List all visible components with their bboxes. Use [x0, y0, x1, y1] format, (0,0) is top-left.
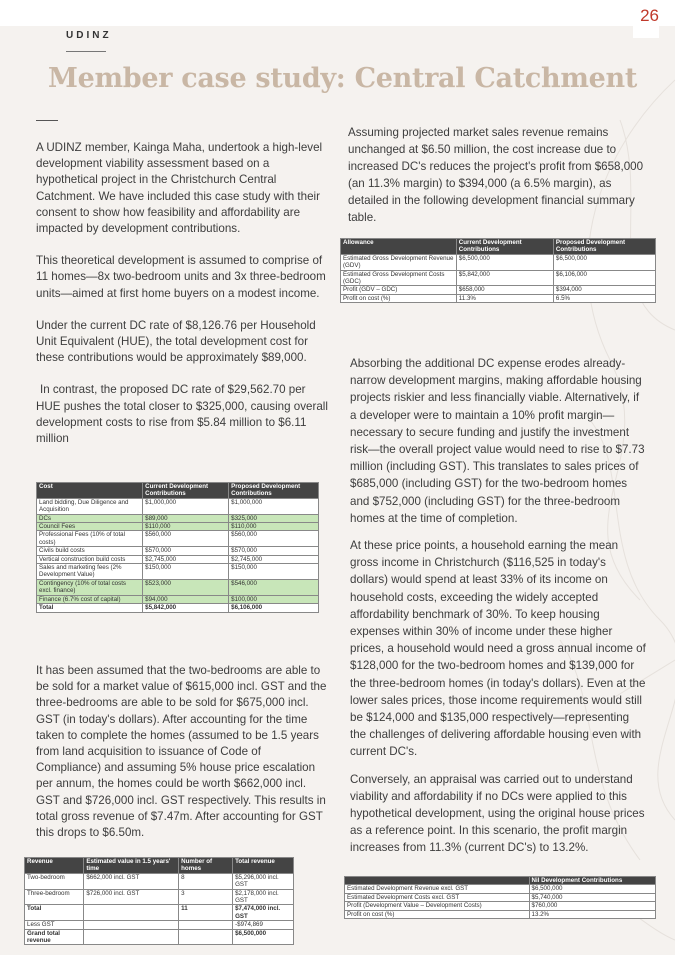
column-header: Proposed Development Contributions	[553, 239, 655, 255]
table-cell: $150,000	[143, 564, 229, 580]
column-header: Total revenue	[233, 858, 294, 874]
table-row	[37, 555, 319, 563]
paragraph: Absorbing the additional DC expense erodes already-narrow development margins, making affordable housing projects riskier and less financially viable. Alternatively, if a developer were to maintain a 10% profit margin—necessary to secure funding and justify the investment risk—the overall project value would need to rise to $7.73 million (including GST). This translates to sales prices of $685,000 (including GST) for the two-bedroom homes and $752,000 (including GST) for the three-bedroom homes at the time of completion.	[350, 357, 645, 525]
table-cell: Estimated Development Costs excl. GST	[345, 893, 530, 901]
table-cell: $5,842,000	[456, 270, 553, 286]
table-cell: Contingency (10% of total costs excl. finance)	[37, 579, 143, 595]
table-cell: $2,745,000	[143, 555, 229, 563]
table-cell: $94,000	[143, 595, 229, 603]
table-cell: $89,000	[143, 514, 229, 522]
table-cell: 11.3%	[456, 294, 553, 302]
table-cell	[179, 929, 233, 945]
table-cell: 8	[179, 873, 233, 889]
table-cell: Profit on cost (%)	[341, 294, 457, 302]
paragraph: It has been assumed that the two-bedrooms are able to be sold for a market value of $615,000 incl. GST and the three-bedrooms are able to be sold for $675,000 incl. GST (in today's dollars). After accounting for the time taken to complete the homes (assumed to be 1.5 years from land acquisition to issuance of Code of Compliance) and assuming 5% house price escalation per annum, the homes could be worth $662,000 incl. GST and $726,000 incl. GST respectively. This results in total gross revenue of $7.47m. After accounting for GST this drops to $6.50m.	[36, 664, 327, 840]
table-cell: DCs	[37, 514, 143, 522]
paragraph: In contrast, the proposed DC rate of $29,562.70 per HUE pushes the total closer to $325,000, causing overall development costs to rise from $5.84 million to $6.11 million	[36, 383, 328, 446]
table-cell: Estimated Development Revenue excl. GST	[345, 885, 530, 893]
cost-table	[36, 482, 319, 613]
table-row	[37, 564, 319, 580]
table-cell: $760,000	[529, 902, 655, 910]
table-row	[341, 286, 656, 294]
table-cell: Sales and marketing fees (2% Development Value)	[37, 564, 143, 580]
table-cell: $1,000,000	[229, 498, 319, 514]
table-cell: $662,000 incl. GST	[84, 873, 179, 889]
table-cell: $150,000	[229, 564, 319, 580]
table-cell: Two-bedroom	[25, 873, 84, 889]
table-cell: $5,740,000	[529, 893, 655, 901]
allowance-table	[340, 238, 656, 303]
table-cell: $570,000	[229, 547, 319, 555]
table-row	[25, 905, 294, 921]
table-cell: $110,000	[229, 523, 319, 531]
table-cell: Estimated Gross Development Revenue (GDV)	[341, 254, 457, 270]
left-column-bottom	[36, 663, 328, 841]
table-cell: $546,000	[229, 579, 319, 595]
right-column-top	[348, 124, 644, 226]
table-cell: Vertical construction build costs	[37, 555, 143, 563]
table-row	[25, 889, 294, 905]
column-header: Estimated value in 1.5 years' time	[84, 858, 179, 874]
table-row	[345, 885, 656, 893]
table-row	[37, 523, 319, 531]
table-cell: 3	[179, 889, 233, 905]
table-cell: $325,000	[229, 514, 319, 522]
table-row	[25, 873, 294, 889]
paragraph: This theoretical development is assumed to comprise of 11 homes—8x two-bedroom units and 3x three-bedroom units—aimed at first home buyers on a modest income.	[36, 254, 326, 300]
table-cell: Civils build costs	[37, 547, 143, 555]
table-cell: $6,106,000	[229, 604, 319, 612]
table-row	[37, 547, 319, 555]
table-cell: $394,000	[553, 286, 655, 294]
table-row	[25, 921, 294, 929]
table-cell: $560,000	[143, 531, 229, 547]
table-cell: Total	[25, 905, 84, 921]
table-row	[37, 604, 319, 612]
table-header-row	[37, 483, 319, 499]
table-row	[345, 902, 656, 910]
table-cell: $6,500,000	[529, 885, 655, 893]
table-cell: Finance (6.7% cost of capital)	[37, 595, 143, 603]
table-cell: $6,500,000	[553, 254, 655, 270]
table-cell: $110,000	[143, 523, 229, 531]
table-cell: $1,000,000	[143, 498, 229, 514]
column-header	[345, 877, 530, 885]
table-cell: Professional Fees (10% of total costs)	[37, 531, 143, 547]
column-header: Nil Development Contributions	[529, 877, 655, 885]
table-cell: -$974,869	[233, 921, 294, 929]
page-number: 26	[640, 6, 659, 25]
table-row	[345, 893, 656, 901]
table-cell: $100,000	[229, 595, 319, 603]
revenue-table	[24, 857, 294, 945]
paragraph: Under the current DC rate of $8,126.76 per Household Unit Equivalent (HUE), the total development cost for these contributions would be approximately $89,000.	[36, 318, 316, 365]
table-cell	[84, 921, 179, 929]
left-column-top	[36, 140, 328, 447]
table-cell: Grand total revenue	[25, 929, 84, 945]
table-row	[341, 294, 656, 302]
column-header: Current Development Contributions	[143, 483, 229, 499]
table-cell: $6,500,000	[233, 929, 294, 945]
paragraph: A UDINZ member, Kainga Maha, undertook a high-level development viability assessment based on a hypothetical project in the Christchurch Central Catchment. We have included this case study with their consent to show how feasibility and affordability are impacted by development contributions.	[36, 141, 323, 236]
table-row	[25, 929, 294, 945]
table-row	[37, 514, 319, 522]
table-cell: 6.5%	[553, 294, 655, 302]
table-cell: Less GST	[25, 921, 84, 929]
column-header: Cost	[37, 483, 143, 499]
column-header: Allowance	[341, 239, 457, 255]
table-cell: Land bidding, Due Diligence and Acquisition	[37, 498, 143, 514]
brand-label: UDINZ	[66, 30, 112, 41]
column-header: Number of homes	[179, 858, 233, 874]
top-band	[0, 0, 675, 26]
table-row	[37, 595, 319, 603]
page-title: Member case study: Central Catchment	[48, 63, 637, 94]
table-row	[37, 531, 319, 547]
paragraph: Conversely, an appraisal was carried out to understand viability and affordability if no DCs were applied to this hypothetical development, using the original house prices as a reference point. In this scenario, the profit margin increases from 11.3% (current DC's) to 13.2%.	[350, 772, 645, 855]
table-cell: Total	[37, 604, 143, 612]
table-cell: $570,000	[143, 547, 229, 555]
table-row	[37, 498, 319, 514]
table-row	[341, 254, 656, 270]
table-cell	[179, 921, 233, 929]
table-header-row	[25, 858, 294, 874]
table-cell: $658,000	[456, 286, 553, 294]
table-header-row	[345, 877, 656, 885]
table-cell: 13.2%	[529, 910, 655, 918]
paragraph: Assuming projected market sales revenue remains unchanged at $6.50 million, the cost increase due to increased DC's reduces the project's profit from $658,000 (an 11.3% margin) to $394,000 (a 6.5% margin), as detailed in the following development financial summary table.	[348, 126, 644, 224]
table-cell: Estimated Gross Development Costs (GDC)	[341, 270, 457, 286]
column-header: Current Development Contributions	[456, 239, 553, 255]
column-header: Proposed Development Contributions	[229, 483, 319, 499]
table-cell	[84, 929, 179, 945]
table-cell: $2,178,000 incl. GST	[233, 889, 294, 905]
table-cell: Profit (GDV – GDC)	[341, 286, 457, 294]
table-row	[37, 579, 319, 595]
table-cell	[84, 905, 179, 921]
table-cell: $5,296,000 incl. GST	[233, 873, 294, 889]
table-cell: $560,000	[229, 531, 319, 547]
nil-dc-table	[344, 876, 656, 919]
table-row	[341, 270, 656, 286]
table-cell: Profit on cost (%)	[345, 910, 530, 918]
table-cell: $6,500,000	[456, 254, 553, 270]
title-divider	[36, 120, 58, 121]
brand-divider	[66, 51, 106, 52]
table-cell: $2,745,000	[229, 555, 319, 563]
table-header-row	[341, 239, 656, 255]
paragraph: At these price points, a household earning the mean gross income in Christchurch ($116,525 in today's dollars) would spend at least 33% of its income on household costs, exceeding the widely accepted affordability benchmark of 30%. To keep housing expenses within 30% of income under these higher prices, a household would need a gross annual income of $128,000 for the two-bedroom homes and $139,000 for the three-bedroom homes (in today's dollars). Even at the lower sales prices, those income requirements would still be $124,000 and $135,000 respectively—representing the challenges of delivering affordable housing even with current DC's.	[350, 539, 646, 759]
table-cell: Three-bedroom	[25, 889, 84, 905]
table-cell: $7,474,000 incl. GST	[233, 905, 294, 921]
table-cell: 11	[179, 905, 233, 921]
column-header: Revenue	[25, 858, 84, 874]
table-cell: $6,106,000	[553, 270, 655, 286]
table-cell: $523,000	[143, 579, 229, 595]
table-cell: $5,842,000	[143, 604, 229, 612]
right-column-middle	[350, 355, 646, 857]
table-cell: $726,000 incl. GST	[84, 889, 179, 905]
table-cell: Profit (Development Value – Development Costs)	[345, 902, 530, 910]
table-cell: Council Fees	[37, 523, 143, 531]
table-row	[345, 910, 656, 918]
